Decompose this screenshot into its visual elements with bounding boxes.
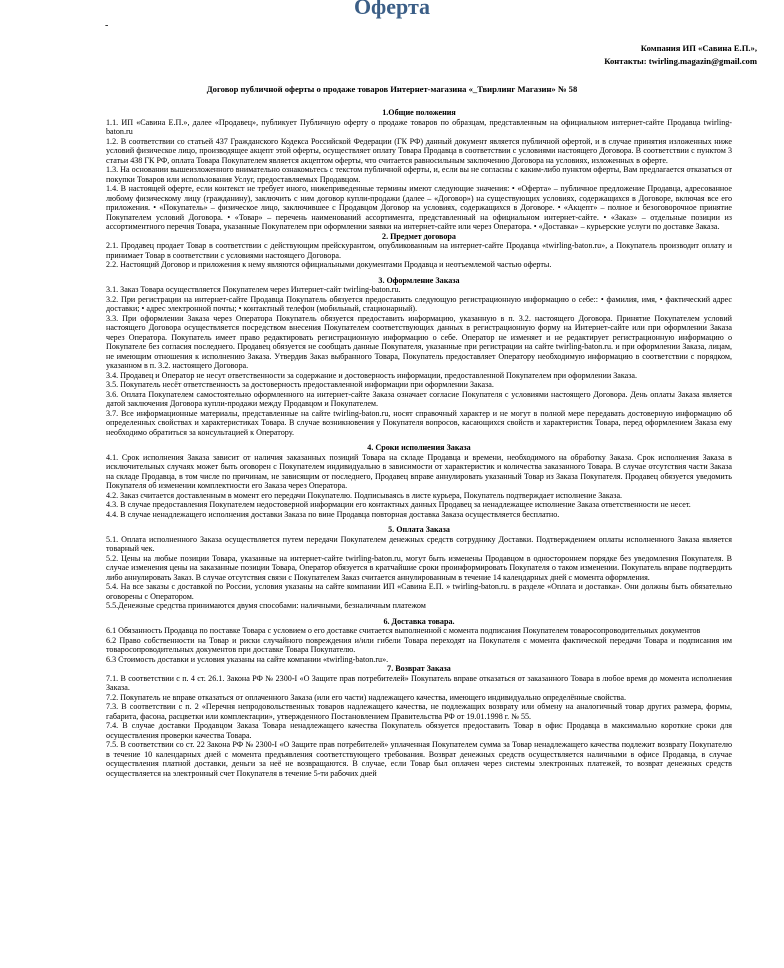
document-section [106,664,732,778]
section-title: 1.Общие положения [382,108,456,117]
section-paragraph: 4.4. В случае ненадлежащего исполнения доставки Заказа по вине Продавца повторная доставка Заказа осуществляется бесплатно. [106,509,560,519]
section-paragraph: 7.2. Покупатель не вправе отказаться от оплаченного Заказа (или его части) надлежащего качества, имеющего индивидуально определённые свойства. [106,692,627,702]
section-title: 5. Оплата Заказа [388,525,450,534]
company-contacts: Контакты: twirling.magazin@gmail.com [604,56,757,66]
section-paragraph: 7.4. В случае доставки Продавцом Заказа Товара ненадлежащего качества Покупатель обязуется предоставить Товар в офис Продавца в максимально короткие сроки для осуществления проверки качества Товара. [106,721,732,740]
section-paragraph: 4.2. Заказ считается доставленным в момент его передачи Покупателю. Подписываясь в листе курьера, Покупатель подтверждает исполнение Заказа. [106,490,623,500]
section-paragraph: 7.5. В соответствии со ст. 22 Закона РФ № 2300-I «О Защите прав потребителей» уплаченная Покупателем сумма за Товар ненадлежащего качества подлежит возврату Покупателю в течение 10 календарных дней с момента предъявления соответствующего требования. Возврат денежных средств осуществляется наличными в офисе Продавца, в случае осуществления платной доставки, деньги за неё не возвращаются. В случае, если Товар был оплачен через системы электронных платежей, то возврат денежных средств осуществляется на электронный счет Покупателя в течение 5-ти рабочих дней [106,740,732,778]
section-paragraph: 6.3 Стоимость доставки и условия указаны на сайте компании «twirling-baton.ru». [106,654,389,664]
section-paragraph: 3.2. При регистрации на интернет-сайте Продавца Покупатель обязуется предоставить следующую регистрационную информацию о себе:: • фамилия, имя, • фактический адрес доставки; • адрес электронной почты; • контактный телефон (мобильный, стационарный). [106,294,732,313]
document-section [106,276,732,438]
section-paragraph: 3.1. Заказ Товара осуществляется Покупателем через Интернет-сайт twirling-baton.ru. [106,285,401,294]
document-title: Договор публичной оферты о продаже товаров Интернет-магазина «_Твирлинг Магазин» № 58 [206,84,578,94]
section-paragraph: 3.5. Покупатель несёт ответственность за достоверность предоставленной информации при оформлении Заказа. [106,380,494,389]
section-paragraph: 1.3. На основании вышеизложенного внимательно ознакомьтесь с текстом публичной оферты, и, если вы не согласны с каким-либо пунктом оферты, Вам предлагается отказаться от покупки Товаров или использования Услуг, предоставляемых Продавцом. [106,165,732,184]
section-paragraph: 5.2. Цены на любые позиции Товара, указанные на интернет-сайте twirling-baton.ru, могут быть изменены Продавцом в одностороннем порядке без уведомления Покупателя. В случае изменения цены на заказанные позиции Товара, Оператор обязуется в кратчайшие сроки проинформировать Покупателя о таком изменении. Покупатель вправе подтвердить либо аннулировать Заказ. В случае отсутствия связи с Покупателем Заказ считается аннулированным в течение 14 календарных дней с момента оформления. [106,553,732,582]
section-paragraph: 7.1. В соответствии с п. 4 ст. 26.1. Закона РФ № 2300-I «О Защите прав потребителей» Покупатель вправе отказаться от заказанного Товара в любое время до момента исполнения Заказа. [106,673,732,692]
page-title: Оферта [353,0,431,19]
dash-mark: - [105,20,109,31]
section-title: 3. Оформление Заказа [378,275,460,285]
section-paragraph: 5.5.Денежные средства принимаются двумя способами: наличными, безналичным платежом [106,601,426,610]
section-paragraph: 3.3. При оформлении Заказа через Оператора Покупатель обязуется предоставить информацию, указанную в п. 3.2. настоящего Договора. Принятие Покупателем условий настоящего Договора осуществляется посредством внесения Покупателем соответствующих данных в регистрационную форму на Интернет-сайте или при оформлении Заказа через Оператора. Покупатель имеет право редактировать регистрационную информацию о себе. Оператор не изменяет и не редактирует регистрационную информацию о Покупателе без согласия последнего. Продавец обязуется не сообщать данные Покупателя, указанные при регистрации на сайте twirling-baton.ru. и при оформлении Заказа, лицам, не имеющим отношения к исполнению Заказа. Утвердив Заказ выбранного Товара, Покупатель предоставляет Оператору необходимую информацию в соответствии с порядком, указанном в п. 3.2. настоящего Договора. [106,313,732,370]
document-section [106,443,732,519]
section-paragraph: 1.2. В соответствии со статьей 437 Гражданского Кодекса Российской Федерации (ГК РФ) данный документ является публичной офертой, и в случае принятия изложенных ниже условий физическое лицо, производящее акцепт этой оферты, осуществляет оплату Товара Продавца в соответствии с условиями настоящего Договора. В соответствии с пунктом 3 статьи 438 ГК РФ, оплата Товара Покупателем является акцептом оферты, что считается равносильным заключению Договора на условиях, изложенных в оферте. [106,136,732,165]
section-paragraph: 2.2. Настоящий Договор и приложения к нему являются официальными документами Продавца и неотъемлемой частью оферты. [106,260,552,269]
section-paragraph: 5.4. На все заказы с доставкой по России, условия указаны на сайте компании ИП «Савина Е.П. » twirling-baton.ru. в разделе «Оплата и доставка». Они должны быть обязательно оговорены с Оператором. [106,582,732,601]
document-body [106,108,732,778]
section-paragraph: 6.2 Право собственности на Товар и риски случайного повреждения и/или гибели Товара переходят на Покупателя с момента фактической передачи Товара и подписания им товаросопроводительных документов при доставке Товара Покупателю. [106,635,732,654]
section-paragraph: 4.1. Срок исполнения Заказа зависит от наличия заказанных позиций Товара на складе Продавца и времени, необходимого на обработку Заказа. Срок исполнения Заказа в исключительных случаях может быть оговорен с Покупателем индивидуально в зависимости от характеристик и количества заказанного Товара. В случае отсутствия части Заказа на складе Продавца, в том числе по причинам, не зависящим от последнего, Продавец вправе аннулировать указанный Товар из Заказа Покупателя. Продавец обязуется уведомить Покупателя об изменении комплектности его Заказа через Оператора. [106,452,732,490]
section-title: 4. Сроки исполнения Заказа [367,443,471,452]
section-title: 7. Возврат Заказа [387,664,451,673]
document-section [106,108,732,232]
section-paragraph: 7.3. В соответствии с п. 2 «Перечня непродовольственных товаров надлежащего качества, не подлежащих возврату или обмену на аналогичный товар других размера, формы, габарита, фасона, расцветки или комплектации», утвержденного Постановлением Правительства РФ от 19.01.1998 г. № 55. [106,702,732,721]
document-section [106,617,732,665]
section-paragraph: 4.3. В случае предоставления Покупателем недостоверной информации его контактных данных Продавец за ненадлежащее исполнение Заказа ответственности не несет. [106,500,691,509]
section-paragraph: 1.4. В настоящей оферте, если контекст не требует иного, нижеприведенные термины имеют следующие значения: • «Оферта» – публичное предложение Продавца, адресованное любому физическому лицу (гражданину), заключить с ним договор купли-продажи (далее – «Договор») на существующих условиях, содержащихся в Договоре, включая все его приложения. • «Покупатель» – физическое лицо, заключившее с Продавцом Договор на условиях, содержащихся в Договоре. • «Акцепт» – полное и безоговорочное принятие Покупателем условий Договора. • «Товар» – перечень наименований ассортимента, представленный на официальном интернет-сайте. • «Заказ» – отдельные позиции из ассортиментного перечня Товара, указанные Покупателем при оформлении заявки на интернет-сайте или через Оператора. • «Доставка» – курьерские услуги по доставке Заказа. [106,184,732,231]
section-paragraph: 2.1. Продавец продает Товар в соответствии с действующим прейскурантом, опубликованным на интернет-сайте Продавца «twirling-baton.ru», а Покупатель производит оплату и принимает Товар в соответствии с условиями настоящего Договора. [106,241,732,260]
section-title: 6. Доставка товара. [383,616,455,626]
document-section [106,525,732,611]
section-paragraph: 3.4. Продавец и Оператор не несут ответственности за содержание и достоверность информации, предоставленной Покупателем при оформлении Заказа. [106,370,638,380]
section-paragraph: 3.6. Оплата Покупателем самостоятельно оформленного на интернет-сайте Заказа означает согласие Покупателя с условиями настоящего Договора. День оплаты Заказа является датой заключения Договора купли-продажи между Продавцом и Покупателем. [106,389,732,408]
section-paragraph: 3.7. Все информационные материалы, представленные на сайте twirling-baton.ru, носят справочный характер и не могут в полной мере передавать достоверную информацию об определенных свойствах и характеристиках Товара. В случае возникновения у Покупателя вопросов, касающихся свойств и характеристик Товара, перед оформлением Заказа ему необходимо обратиться за консультацией к Оператору. [106,408,732,437]
section-paragraph: 6.1 Обязанность Продавца по поставке Товара с условием о его доставке считается выполненной с момента подписания Покупателем товаросопроводительных документов [106,626,701,635]
company-block [604,42,757,68]
document-section [106,232,732,270]
section-title: 2. Предмет договора [382,231,456,241]
section-paragraph: 1.1. ИП «Савина Е.П.», далее «Продавец», публикует Публичную оферту о продаже товаров по образцам, представленным на официальном интернет-сайте Продавца twirling-baton.ru [106,117,732,136]
company-name: Компания ИП «Савина Е.П.», [640,43,757,53]
section-paragraph: 5.1. Оплата исполненного Заказа осуществляется путем передачи Покупателем денежных средств сотруднику Доставки. Подтверждением оплаты исполненного Заказа является товарный чек. [106,534,732,553]
